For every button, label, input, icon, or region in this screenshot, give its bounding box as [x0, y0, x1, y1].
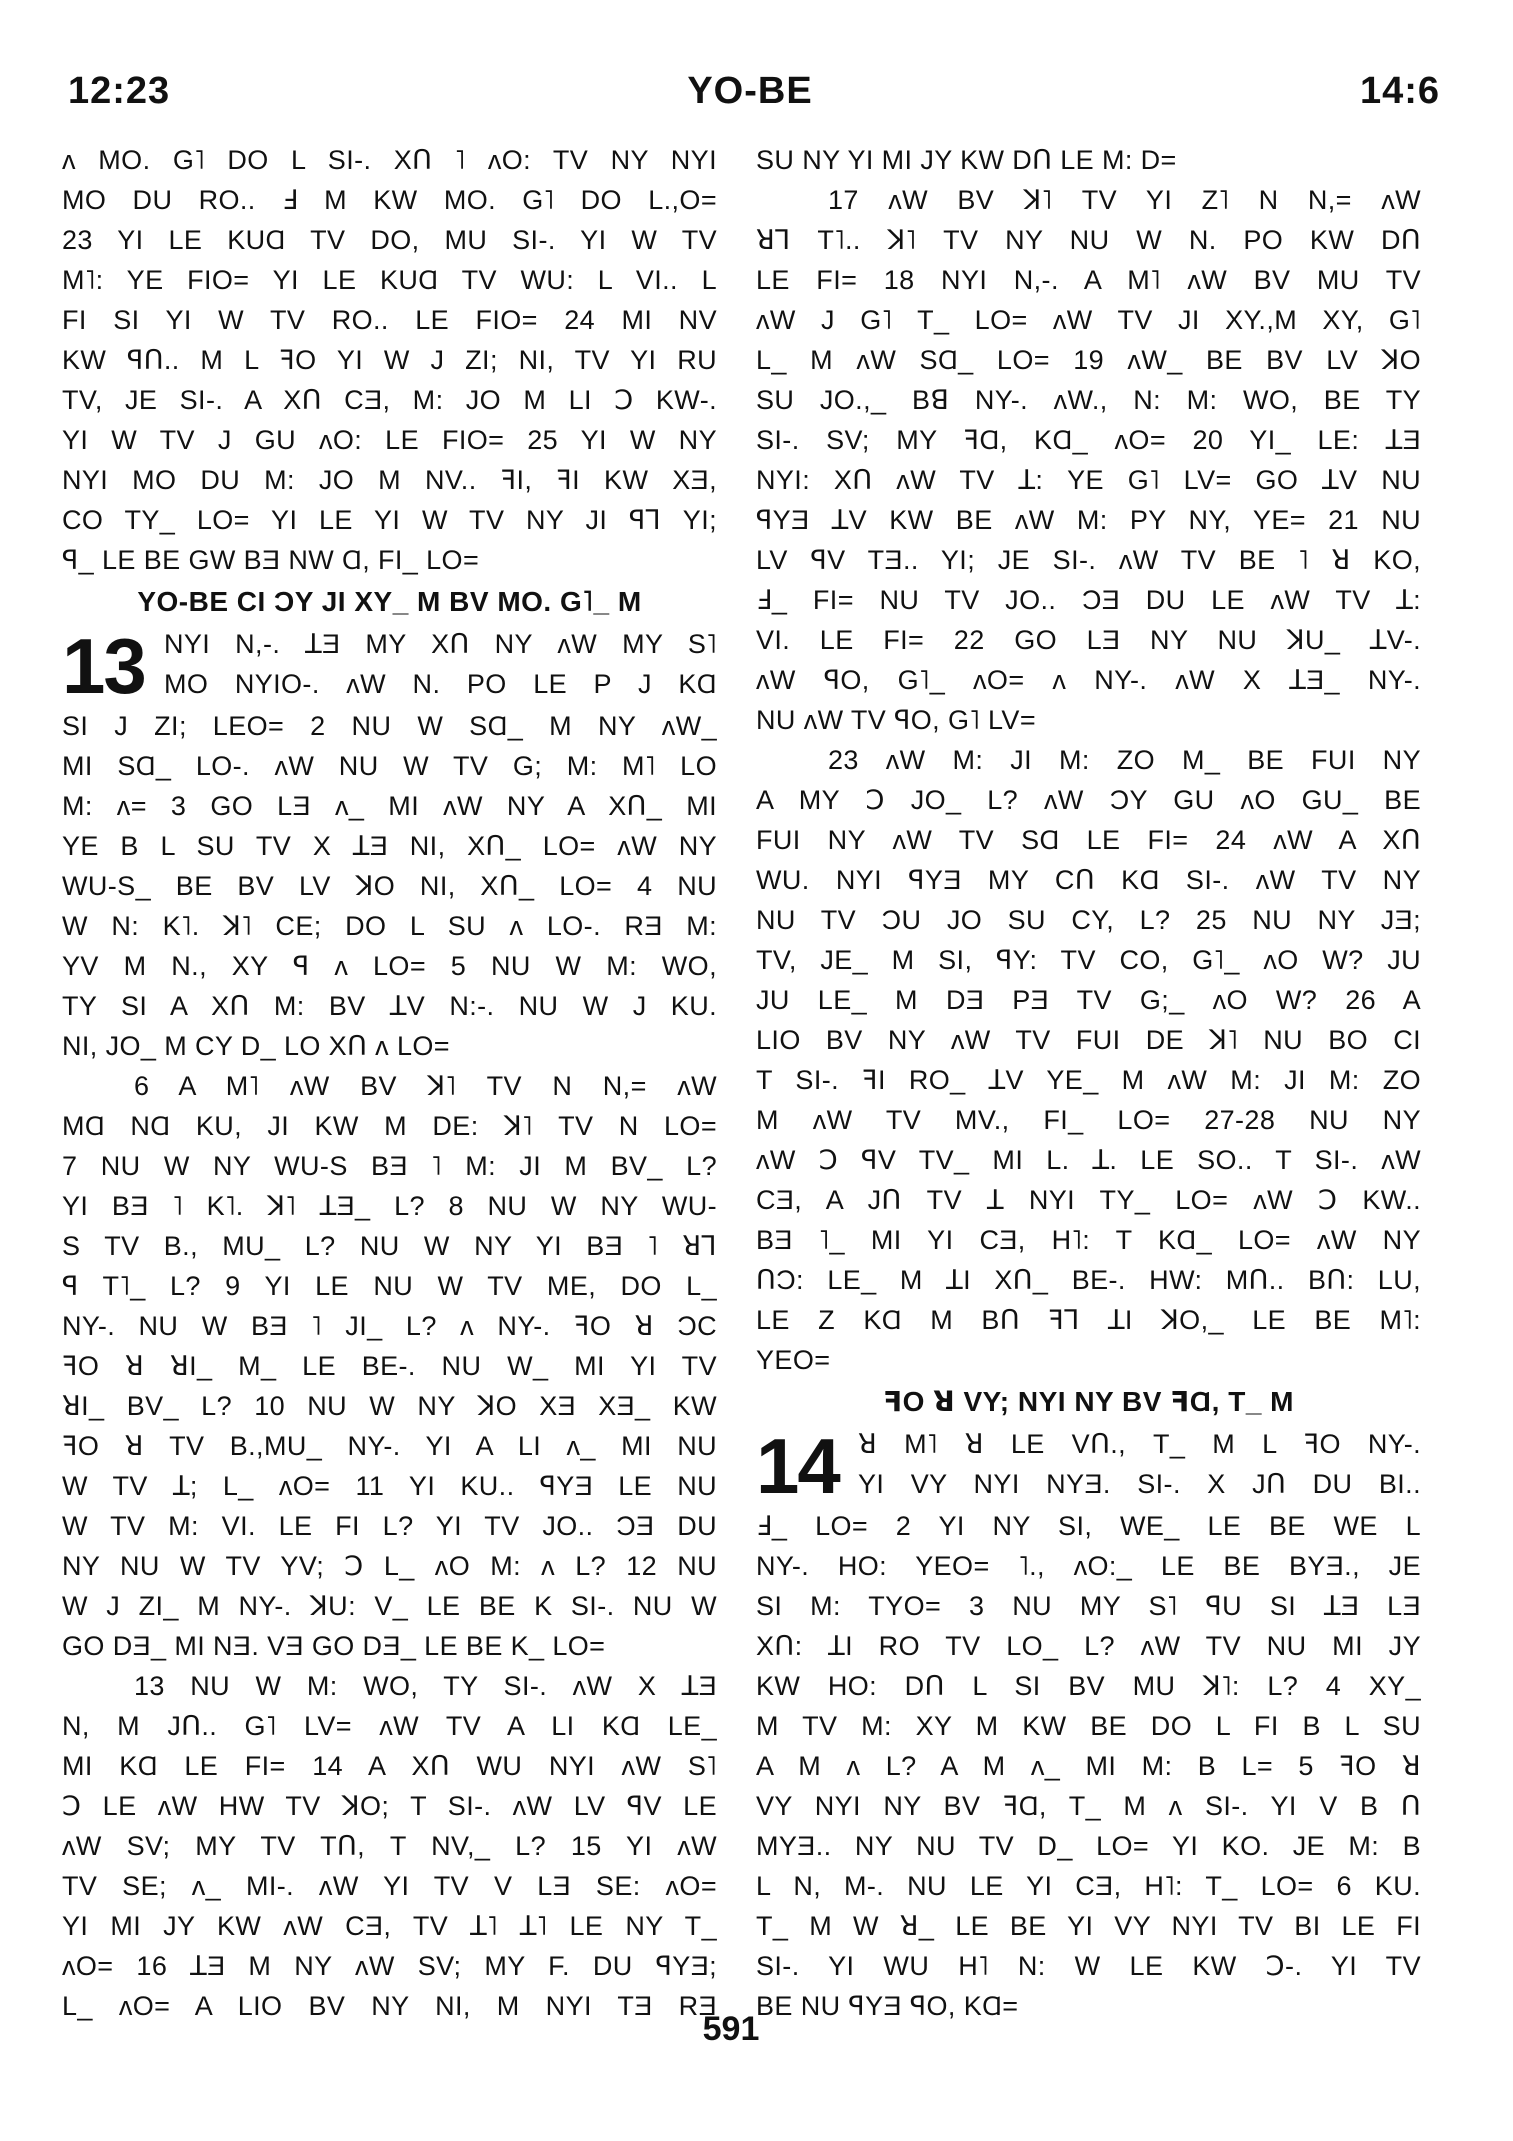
text-line: XՈ: ꓕI RO TV LO_ L? ʌW TV NU MI JY: [756, 1631, 1421, 1661]
text-line: KW HO: DՈ L SI BV MU ꓘ˥: L? 4 XY_: [756, 1671, 1421, 1701]
text-line: MI SⱭ_ LO-. ʌW NU W TV G; M: M˥ LO: [62, 751, 717, 781]
paragraph: [62, 1666, 717, 2026]
text-line: YI BƎ ˥ K˥. ꓘ˥ ꓕƎ_ L? 8 NU W NY WU-: [62, 1191, 717, 1221]
chapter-start: [756, 1422, 1421, 1510]
text-line: T_ M W ꓤ_ LE BE YI VY NYI TV BI LE FI: [756, 1911, 1421, 1941]
text-line: SI J ZI; LEO= 2 NU W SⱭ_ M NY ʌW_: [62, 711, 717, 741]
text-line: LE Z KⱭ M BՈ ꟻꓶ ꓕI ꓘO,_ LE BE M˥:: [756, 1305, 1421, 1335]
paragraph: [62, 1066, 717, 1666]
text-line: WU. NYI ꟼYƎ MY CՈ KⱭ SI-. ʌW TV NY: [756, 865, 1421, 895]
text-line: ʌO= 16 ꓕƎ M NY ʌW SV; MY F. DU ꟼYƎ;: [62, 1951, 717, 1981]
text-line: ꓤ M˥ ꓤ LE VՈ., T_ M L ꟻO NY-.: [858, 1429, 1421, 1459]
text-line: S TV B., MU_ L? NU W NY YI BƎ ˥ ꓤꓶ: [62, 1231, 717, 1261]
text-line: T SI-. ꟻI RO_ ꓕV YE_ M ʌW M: JI M: ZO: [756, 1065, 1421, 1095]
text-line: SU NY YI MI JY KW DՈ LE M: D=: [756, 145, 1177, 175]
text-line: ՈƆ: LE_ M ꓕI XՈ_ BE-. HW: MՈ.. BՈ: LU,: [756, 1265, 1421, 1295]
text-line: ʌW ꟼO, G˥_ ʌO= ʌ NY-. ʌW X ꓕƎ_ NY-.: [756, 665, 1421, 695]
text-line: W J ZI_ M NY-. ꓘU: V_ LE BE K SI-. NU W: [62, 1591, 717, 1621]
text-line: SU JO.,_ Bꓭ NY-. ʌW., N: M: WO, BE TY: [756, 385, 1421, 415]
section-heading: YO-BE CI ƆY JI XY_ M BV MO. G˥_ M: [137, 586, 642, 617]
text-line: KW ꟼՈ.. M L ꟻO YI W J ZI; NI, TV YI RU: [62, 345, 717, 375]
text-line: W N: K˥. ꓘ˥ CE; DO L SU ʌ LO-. RƎ M:: [62, 911, 717, 941]
text-line: BE NU ꟼYƎ ꟼO, KⱭ=: [756, 1991, 1019, 2021]
text-line: LV ꟼV TƎ.. YI; JE SI-. ʌW TV BE ˥ ꓤ KO,: [756, 545, 1421, 575]
text-line: 23 YI LE KUⱭ TV DO, MU SI-. YI W TV: [62, 225, 717, 255]
text-line: NI, JO_ M CY D_ LO XՈ ʌ LO=: [62, 1031, 450, 1061]
text-line: YEO=: [756, 1345, 831, 1375]
text-line: LIO BV NY ʌW TV FUI DE ꓘ˥ NU BO CI: [756, 1025, 1421, 1055]
text-line: SI-. YI WU H˥ N: W LE KW Ↄ-. YI TV: [756, 1951, 1421, 1981]
text-line: YI MI JY KW ʌW CƎ, TV ꓕ˥ ꓕ˥ LE NY T_: [62, 1911, 717, 1941]
text-line: MO NYIO-. ʌW N. PO LE P J KⱭ: [164, 669, 717, 699]
text-line: TV, JE_ M SI, ꟼY: TV CO, G˥_ ʌO W? JU: [756, 945, 1421, 975]
text-line: ʌW SV; MY TV TՈ, T NV,_ L? 15 YI ʌW: [62, 1831, 717, 1861]
text-line: MⱭ NⱭ KU, JI KW M DE: ꓘ˥ TV N LO=: [62, 1111, 717, 1141]
text-line: ꟻO ꓤ TV B.,MU_ NY-. YI A LI ʌ_ MI NU: [62, 1431, 717, 1461]
text-line: NYI N,-. ꓕƎ MY XՈ NY ʌW MY S˥: [164, 629, 717, 659]
chapter-number: 13: [62, 622, 145, 710]
text-line: A MY Ↄ JO_ L? ʌW ƆY GU ʌO GU_ BE: [756, 785, 1421, 815]
text-line: SI M: TYO= 3 NU MY S˥ ꟼU SI ꓕƎ LƎ: [756, 1591, 1421, 1621]
text-line: Ⅎ_ FI= NU TV JO.. ƆƎ DU LE ʌW TV ꓕ:: [756, 585, 1421, 615]
text-line: BƎ ˥_ MI YI CƎ, H˥: T KⱭ_ LO= ʌW NY: [756, 1225, 1421, 1255]
text-line: JU LE_ M DƎ PƎ TV G;_ ʌO W? 26 A: [756, 985, 1421, 1015]
text-line: L_ M ʌW SⱭ_ LO= 19 ʌW_ BE BV LV ꓘO: [756, 345, 1421, 375]
text-line: M ʌW TV MV., FI_ LO= 27-28 NU NY: [756, 1105, 1421, 1135]
text-line: TV, JE SI-. A XՈ CƎ, M: JO M LI Ↄ KW-.: [62, 385, 717, 415]
left-column: [62, 140, 717, 2026]
text-line: ꟻO ꓤ ꓤI_ M_ LE BE-. NU W_ MI YI TV: [62, 1351, 717, 1381]
paragraph: [756, 1506, 1421, 2026]
chapter-number: 14: [756, 1422, 839, 1510]
text-line: ʌW Ↄ ꟼV TV_ MI L. ꓕ. LE SO.. T SI-. ʌW: [756, 1145, 1421, 1175]
page-number: 591: [702, 2010, 760, 2048]
text-line: 13 NU W M: WO, TY SI-. ʌW X ꓕƎ: [134, 1671, 717, 1701]
text-line: LE FI= 18 NYI N,-. A M˥ ʌW BV MU TV: [756, 265, 1421, 295]
text-line: VI. LE FI= 22 GO LƎ NY NU ꓘU_ ꓕV-.: [756, 625, 1421, 655]
text-line: NY NU W TV YV; Ↄ L_ ʌO M: ʌ L? 12 NU: [62, 1551, 717, 1581]
text-line: ʌW J G˥ T_ LO= ʌW TV JI XY.,M XY, G˥: [756, 305, 1421, 335]
paragraph: [756, 740, 1421, 1380]
text-line: A M ʌ L? A M ʌ_ MI M: B L= 5 ꟻO ꓤ: [756, 1751, 1421, 1781]
text-line: YI W TV J GU ʌO: LE FIO= 25 YI W NY: [62, 425, 717, 455]
text-line: ꓤI_ BV_ L? 10 NU W NY ꓘO XƎ XƎ_ KW: [62, 1391, 717, 1421]
text-line: NU TV ƆU JO SU CY, L? 25 NU NY JƎ;: [756, 905, 1421, 935]
text-line: GO DƎ_ MI NƎ. VƎ GO DƎ_ LE BE K_ LO=: [62, 1631, 606, 1661]
text-line: FUI NY ʌW TV SⱭ LE FI= 24 ʌW A XՈ: [756, 825, 1421, 855]
text-line: NYI: XՈ ʌW TV ꓕ: YE G˥ LV= GO ꓕV NU: [756, 465, 1421, 495]
right-column: [756, 140, 1421, 2026]
chapter-start: [62, 622, 717, 710]
text-line: FI SI YI W TV RO.. LE FIO= 24 MI NV: [62, 305, 717, 335]
text-line: TV SE; ʌ_ MI-. ʌW YI TV V LƎ SE: ʌO=: [62, 1871, 717, 1901]
text-line: CƎ, A JՈ TV ꓕ NYI TY_ LO= ʌW Ↄ KW..: [756, 1185, 1421, 1215]
text-line: WU-S_ BE BV LV ꓘO NI, XՈ_ LO= 4 NU: [62, 871, 717, 901]
text-line: ꟼYƎ ꓕV KW BE ʌW M: PY NY, YE= 21 NU: [756, 505, 1421, 535]
text-line: TY SI A XՈ M: BV ꓕV N:-. NU W J KU.: [62, 991, 717, 1021]
text-line: W TV ꓕ; L_ ʌO= 11 YI KU.. ꟼYƎ LE NU: [62, 1471, 717, 1501]
text-line: 23 ʌW M: JI M: ZO M_ BE FUI NY: [828, 745, 1421, 775]
text-line: N, M JՈ.. G˥ LV= ʌW TV A LI KⱭ LE_: [62, 1711, 717, 1741]
text-line: Ⅎ_ LO= 2 YI NY SI, WE_ LE BE WE L: [756, 1511, 1421, 1541]
header-reference-start: 12:23: [68, 70, 171, 112]
text-line: NU ʌW TV ꟼO, G˥ LV=: [756, 705, 1037, 735]
text-line: M: ʌ= 3 GO LƎ ʌ_ MI ʌW NY A XՈ_ MI: [62, 791, 717, 821]
text-line: L N, M-. NU LE YI CƎ, H˥: T_ LO= 6 KU.: [756, 1871, 1421, 1901]
text-line: ʌ MO. G˥ DO L SI-. XՈ ˥ ʌO: TV NY NYI: [62, 145, 717, 175]
text-line: 6 A M˥ ʌW BV ꓘ˥ TV N N,= ʌW: [134, 1071, 717, 1101]
page-header: [60, 70, 1440, 120]
text-line: L_ ʌO= A LIO BV NY NI, M NYI TƎ RƎ: [62, 1991, 717, 2021]
header-reference-end: 14:6: [1359, 70, 1440, 112]
text-line: Ↄ LE ʌW HW TV ꓘO; T SI-. ʌW LV ꟼV LE: [62, 1791, 717, 1821]
text-line: W TV M: VI. LE FI L? YI TV JO.. ƆƎ DU: [62, 1511, 717, 1541]
text-line: 7 NU W NY WU-S BƎ ˥ M: JI M BV_ L?: [62, 1151, 717, 1181]
text-line: 17 ʌW BV ꓘ˥ TV YI Z˥ N N,= ʌW: [828, 185, 1421, 215]
section-heading: ꟻO ꓤ VY; NYI NY BV ꟻⱭ, T_ M: [882, 1386, 1295, 1417]
paragraph: [756, 140, 1421, 180]
text-line: ꟼ_ LE BE GW BƎ NW Ɑ, FI_ LO=: [62, 545, 480, 575]
paragraph: [62, 140, 717, 580]
text-line: CO TY_ LO= YI LE YI W TV NY JI ꟼꓶ YI;: [62, 505, 717, 535]
header-book-title: YO-BE: [687, 70, 813, 112]
text-line: M˥: YE FIO= YI LE KUⱭ TV WU: L VI.. L: [62, 265, 717, 295]
paragraph: [62, 706, 717, 1066]
text-line: ꟼ T˥_ L? 9 YI LE NU W TV ME, DO L_: [62, 1271, 717, 1301]
text-line: MI KⱭ LE FI= 14 A XՈ WU NYI ʌW S˥: [62, 1751, 717, 1781]
text-line: SI-. SV; MY ꟻⱭ, KⱭ_ ʌO= 20 YI_ LE: ꓕƎ: [756, 425, 1421, 455]
paragraph: [756, 180, 1421, 740]
text-line: YI VY NYI NYƎ. SI-. X JՈ DU BI..: [858, 1469, 1421, 1499]
text-line: MYƎ.. NY NU TV D_ LO= YI KO. JE M: B: [756, 1831, 1421, 1861]
text-line: YE B L SU TV X ꓕƎ NI, XՈ_ LO= ʌW NY: [62, 831, 717, 861]
text-line: VY NYI NY BV ꟻⱭ, T_ M ʌ SI-. YI V B Ո: [756, 1791, 1421, 1821]
text-line: NY-. HO: YEO= ˥., ʌO:_ LE BE BYƎ., JE: [756, 1551, 1421, 1581]
text-line: NY-. NU W BƎ ˥ JI_ L? ʌ NY-. ꟻO ꓤ ƆC: [62, 1311, 717, 1341]
text-line: MO DU RO.. Ⅎ M KW MO. G˥ DO L.,O=: [62, 185, 717, 215]
text-line: NYI MO DU M: JO M NV.. ꟻI, ꟻI KW XƎ,: [62, 465, 717, 495]
text-line: YV M N., XY ꟼ ʌ LO= 5 NU W M: WO,: [62, 951, 717, 981]
text-line: M TV M: XY M KW BE DO L FI B L SU: [756, 1711, 1421, 1741]
text-line: ꓤꓶ T˥.. ꓘ˥ TV NY NU W N. PO KW DՈ: [756, 225, 1421, 255]
